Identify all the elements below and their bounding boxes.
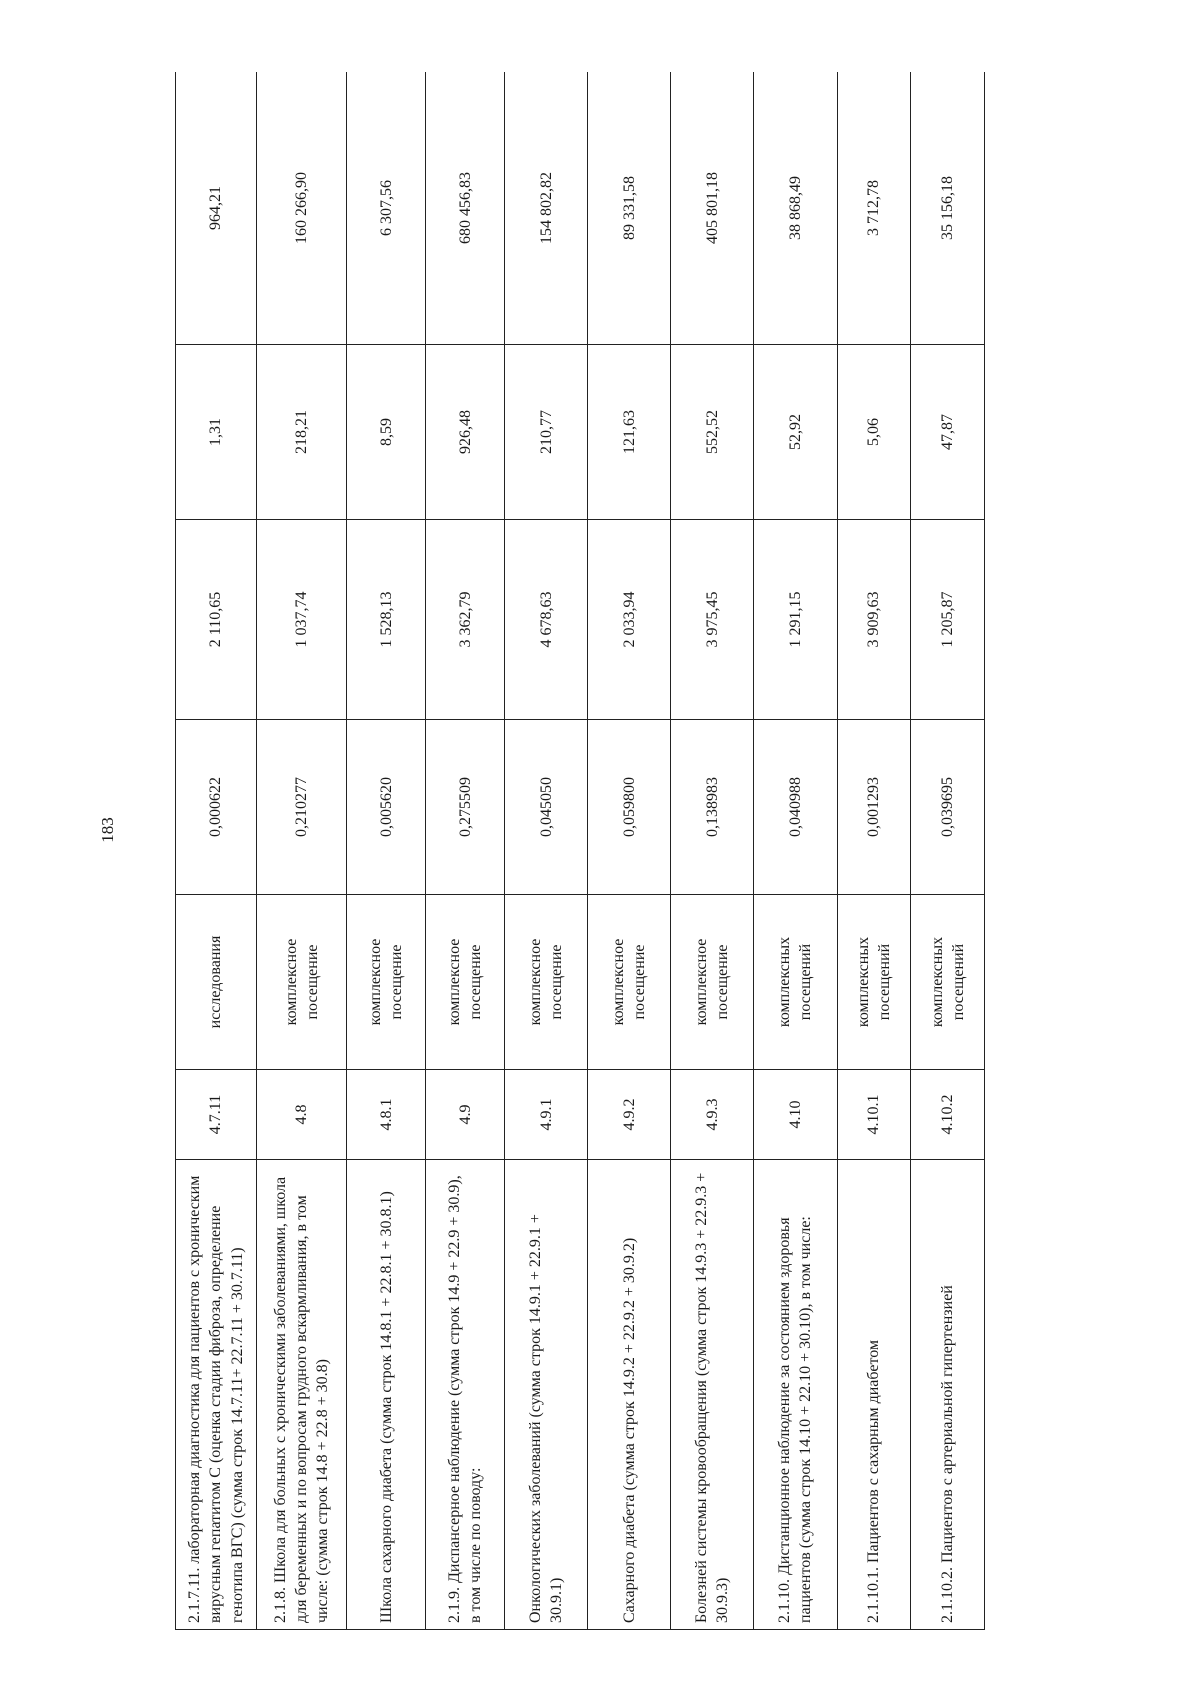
row-sum-cell: 964,21 <box>176 72 257 345</box>
row-volume-cell: 0,040988 <box>754 720 837 895</box>
row-volume-cell: 0,039695 <box>911 720 985 895</box>
row-code-cell: 4.7.11 <box>176 1070 257 1160</box>
row-sum-cell: 89 331,58 <box>588 72 671 345</box>
row-unit-cell: исследования <box>176 895 257 1070</box>
row-volume-cell: 0,045050 <box>505 720 588 895</box>
row-normative-cell: 210,77 <box>505 345 588 520</box>
row-name-cell: 2.1.10. Дистанционное наблюдение за состоянием здоровья пациентов (сумма строк 14.10 + 22.10 + 30.10), в том числе: <box>754 1160 837 1630</box>
row-normative-cell: 8,59 <box>347 345 426 520</box>
row-code-cell: 4.9.2 <box>588 1070 671 1160</box>
row-unit-cell: комплексных посещений <box>837 895 911 1070</box>
row-cost-cell: 1 291,15 <box>754 520 837 720</box>
row-cost-cell: 2 033,94 <box>588 520 671 720</box>
table-row <box>505 72 588 1630</box>
table-row <box>588 72 671 1630</box>
row-unit-cell: комплексное посещение <box>347 895 426 1070</box>
row-cost-cell: 1 528,13 <box>347 520 426 720</box>
row-normative-cell: 552,52 <box>671 345 754 520</box>
row-code-cell: 4.10 <box>754 1070 837 1160</box>
row-code-cell: 4.10.2 <box>911 1070 985 1160</box>
row-code-cell: 4.9.1 <box>505 1070 588 1160</box>
row-sum-cell: 35 156,18 <box>911 72 985 345</box>
row-sum-cell: 680 456,83 <box>426 72 505 345</box>
row-sum-cell: 160 266,90 <box>257 72 347 345</box>
row-normative-cell: 121,63 <box>588 345 671 520</box>
row-unit-cell: комплексное посещение <box>588 895 671 1070</box>
row-unit-cell: комплексных посещений <box>754 895 837 1070</box>
table-row <box>176 72 257 1630</box>
table-row <box>837 72 911 1630</box>
row-unit-cell: комплексное посещение <box>257 895 347 1070</box>
row-cost-cell: 2 110,65 <box>176 520 257 720</box>
row-name-cell: Сахарного диабета (сумма строк 14.9.2 + 22.9.2 + 30.9.2) <box>588 1160 671 1630</box>
row-volume-cell: 0,001293 <box>837 720 911 895</box>
row-unit-cell: комплексное посещение <box>426 895 505 1070</box>
table-row <box>911 72 985 1630</box>
row-code-cell: 4.10.1 <box>837 1070 911 1160</box>
row-name-cell: 2.1.8. Школа для больных с хроническими заболеваниями, школа для беременных и по вопросам грудного вскармливания, в том числе: (сумма строк 14.8 + 22.8 + 30.8) <box>257 1160 347 1630</box>
row-volume-cell: 0,138983 <box>671 720 754 895</box>
row-cost-cell: 4 678,63 <box>505 520 588 720</box>
row-normative-cell: 47,87 <box>911 345 985 520</box>
table-wrapper <box>175 72 985 1630</box>
row-cost-cell: 1 037,74 <box>257 520 347 720</box>
row-name-cell: 2.1.7.11. лабораторная диагностика для пациентов с хроническим вирусным гепатитом С (оценка стадии фиброза, определение генотипа ВГС) (сумма строк 14.7.11+ 22.7.11 + 30.7.11) <box>176 1160 257 1630</box>
row-cost-cell: 1 205,87 <box>911 520 985 720</box>
row-normative-cell: 926,48 <box>426 345 505 520</box>
row-sum-cell: 38 868,49 <box>754 72 837 345</box>
row-volume-cell: 0,275509 <box>426 720 505 895</box>
row-name-cell: 2.1.10.2. Пациентов с артериальной гипертензией <box>911 1160 985 1630</box>
row-normative-cell: 5,06 <box>837 345 911 520</box>
row-unit-cell: комплексное посещение <box>671 895 754 1070</box>
row-name-cell: Болезней системы кровообращения (сумма строк 14.9.3 + 22.9.3 + 30.9.3) <box>671 1160 754 1630</box>
data-table <box>175 72 985 1630</box>
table-row <box>426 72 505 1630</box>
row-code-cell: 4.9 <box>426 1070 505 1160</box>
row-code-cell: 4.8.1 <box>347 1070 426 1160</box>
row-normative-cell: 1,31 <box>176 345 257 520</box>
table-row <box>257 72 347 1630</box>
row-name-cell: Школа сахарного диабета (сумма строк 14.8.1 + 22.8.1 + 30.8.1) <box>347 1160 426 1630</box>
table-row <box>347 72 426 1630</box>
row-sum-cell: 6 307,56 <box>347 72 426 345</box>
table-row <box>754 72 837 1630</box>
row-volume-cell: 0,210277 <box>257 720 347 895</box>
table-row <box>671 72 754 1630</box>
row-name-cell: Онкологических заболеваний (сумма строк 14.9.1 + 22.9.1 + 30.9.1) <box>505 1160 588 1630</box>
row-name-cell: 2.1.10.1. Пациентов с сахарным диабетом <box>837 1160 911 1630</box>
table-body <box>176 72 985 1630</box>
row-volume-cell: 0,000622 <box>176 720 257 895</box>
row-unit-cell: комплексных посещений <box>911 895 985 1070</box>
row-sum-cell: 405 801,18 <box>671 72 754 345</box>
row-sum-cell: 3 712,78 <box>837 72 911 345</box>
page-number: 183 <box>98 817 117 843</box>
row-volume-cell: 0,005620 <box>347 720 426 895</box>
row-code-cell: 4.9.3 <box>671 1070 754 1160</box>
row-normative-cell: 52,92 <box>754 345 837 520</box>
row-volume-cell: 0,059800 <box>588 720 671 895</box>
row-unit-cell: комплексное посещение <box>505 895 588 1070</box>
row-cost-cell: 3 362,79 <box>426 520 505 720</box>
row-cost-cell: 3 975,45 <box>671 520 754 720</box>
row-cost-cell: 3 909,63 <box>837 520 911 720</box>
row-name-cell: 2.1.9. Диспансерное наблюдение (сумма строк 14.9 + 22.9 + 30.9), в том числе по поводу: <box>426 1160 505 1630</box>
row-code-cell: 4.8 <box>257 1070 347 1160</box>
row-sum-cell: 154 802,82 <box>505 72 588 345</box>
row-normative-cell: 218,21 <box>257 345 347 520</box>
